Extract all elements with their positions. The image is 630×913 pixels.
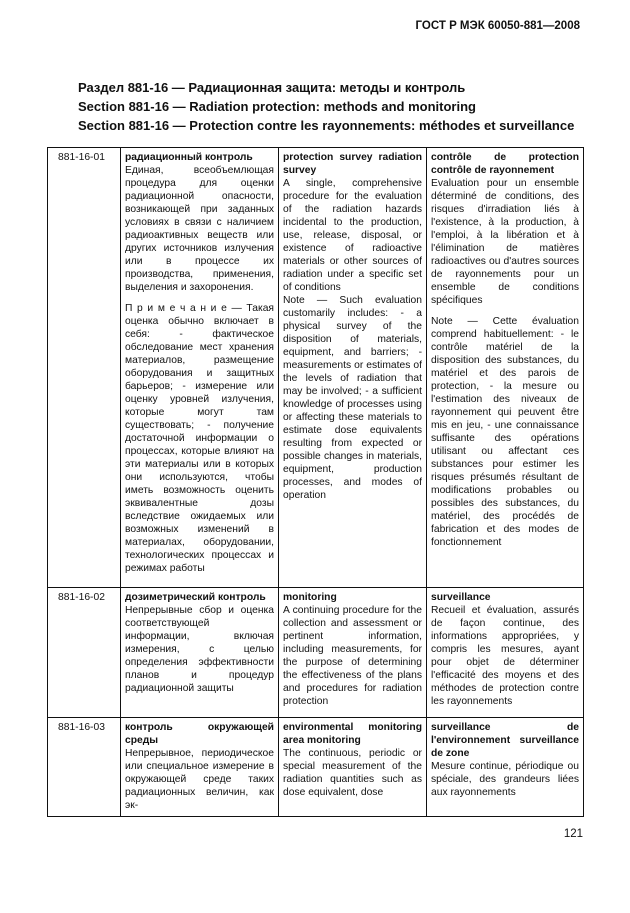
entry-id: 881-16-01 [48, 148, 121, 588]
ru-definition: Единая, всеобъемлющая процедура для оценки радиационной опасности, возникающей при заданных условиях в связи с наличием радиоактивных веществ или других источников излучения или в процессе их производства, применения, выделения и захоронения. [125, 165, 274, 293]
fr-note: Note — Cette évaluation comprend habituellement: - le contrôle matériel de la disposition des substances, du matériel et des parois de protection, - la mesure ou l'estimation des niveaux de rayonnement qui peuvent être mis en jeu, - une connaissance suffisante des opérations utilisant ou affectant ces substances pour estimer les risques présumés résultant de modifications probables ou possibles des substances, du matériel, des procédés de fabrication et des modes de fonctionnement [431, 316, 579, 548]
en-term: environmental monitoring area monitoring [283, 722, 422, 746]
table-row [48, 148, 584, 588]
en-definition: A continuing procedure for the collection and assessment or pertinent information, including measurements, for the purpose of determining the effectiveness of the plans and procedures for radiation protection [283, 605, 422, 707]
section-headings [78, 78, 598, 135]
ru-cell [121, 718, 279, 817]
en-term: monitoring [283, 592, 337, 603]
section-title-ru: Раздел 881-16 — Радиационная защита: методы и контроль [78, 80, 466, 95]
en-note: Note — Such evaluation customarily includes: - a physical survey of the disposition of materials, equipment, and barriers; - measurements or estimates of the levels of radiation that may be involved; - a sufficient knowledge of processes using or affecting these materials to estimate dose equivalents resulting from expected or possible changes in materials, equipment, production processes, and modes of operation [283, 295, 422, 501]
fr-term: contrôle de protection contrôle de rayonnement [431, 152, 579, 176]
en-definition: The continuous, periodic or special measurement of the radiation quantities such as dose equivalent, dose [283, 748, 422, 798]
en-definition: A single, comprehensive procedure for the evaluation of the radiation hazards incidental to the production, use, release, disposal, or existence of radioactive materials or other sources of radiation under a specific set of conditions [283, 178, 422, 293]
fr-cell [427, 588, 584, 718]
fr-cell [427, 148, 584, 588]
ru-definition: Непрерывные сбор и оценка соответствующей информации, включая измерения, с целью определения эффективности планов и процедур радиационной защиты [125, 605, 274, 694]
fr-term: surveillance [431, 592, 491, 603]
ru-cell [121, 148, 279, 588]
section-title-fr: Section 881-16 — Protection contre les rayonnements: méthodes et surveillance [78, 118, 575, 133]
terms-table [47, 147, 584, 817]
ru-note: П р и м е ч а н и е — Такая оценка обычно включает в себя: - фактическое обследование мест хранения материалов, размещение оборудования и защитных барьеров; - измерение или оценку уровней излучения, которые могут там существовать; - получение достаточной информации о процессах, которые влияют на эти материалы или в которых они используются, чтобы иметь возможность оценить эквивалентные дозы вследствие ожидаемых или возможных изменений в материалах, оборудовании, технологических процессах и режимах работы [125, 303, 274, 574]
section-title-en: Section 881-16 — Radiation protection: methods and monitoring [78, 99, 476, 114]
ru-term: дозиметрический контроль [125, 592, 266, 603]
table-row [48, 718, 584, 817]
table-row [48, 588, 584, 718]
en-term: protection survey radiation survey [283, 152, 422, 176]
en-cell [279, 588, 427, 718]
ru-term: контроль окружающей среды [125, 722, 274, 746]
fr-cell [427, 718, 584, 817]
standard-number: ГОСТ Р МЭК 60050-881—2008 [415, 20, 580, 32]
fr-definition: Recueil et évaluation, assurés de façon continue, des informations appropriées, y compris les mesures, ayant pour objet de déterminer l'efficacité des moyens et des méthodes de protection contre les rayonnements [431, 605, 579, 707]
en-cell [279, 148, 427, 588]
fr-definition: Evaluation pour un ensemble déterminé de conditions, des risques d'irradiation liés à l'existence, à la production, à l'emploi, à la libération et à l'élimination de matières radioactives ou d'autres sources de rayonnements pour un ensemble de conditions spécifiques [431, 178, 579, 306]
ru-definition: Непрерывное, периодическое или специальное измерение в окружающей среде таких радиационных величин, как эк- [125, 748, 274, 811]
entry-id: 881-16-03 [48, 718, 121, 817]
ru-cell [121, 588, 279, 718]
entry-id: 881-16-02 [48, 588, 121, 718]
ru-term: радиационный контроль [125, 152, 253, 163]
en-cell [279, 718, 427, 817]
page-number: 121 [563, 828, 583, 840]
fr-definition: Mesure continue, périodique ou spéciale, des grandeurs liées aux rayonnements [431, 761, 579, 798]
fr-term: surveillance de l'environnement surveillance de zone [431, 722, 579, 759]
